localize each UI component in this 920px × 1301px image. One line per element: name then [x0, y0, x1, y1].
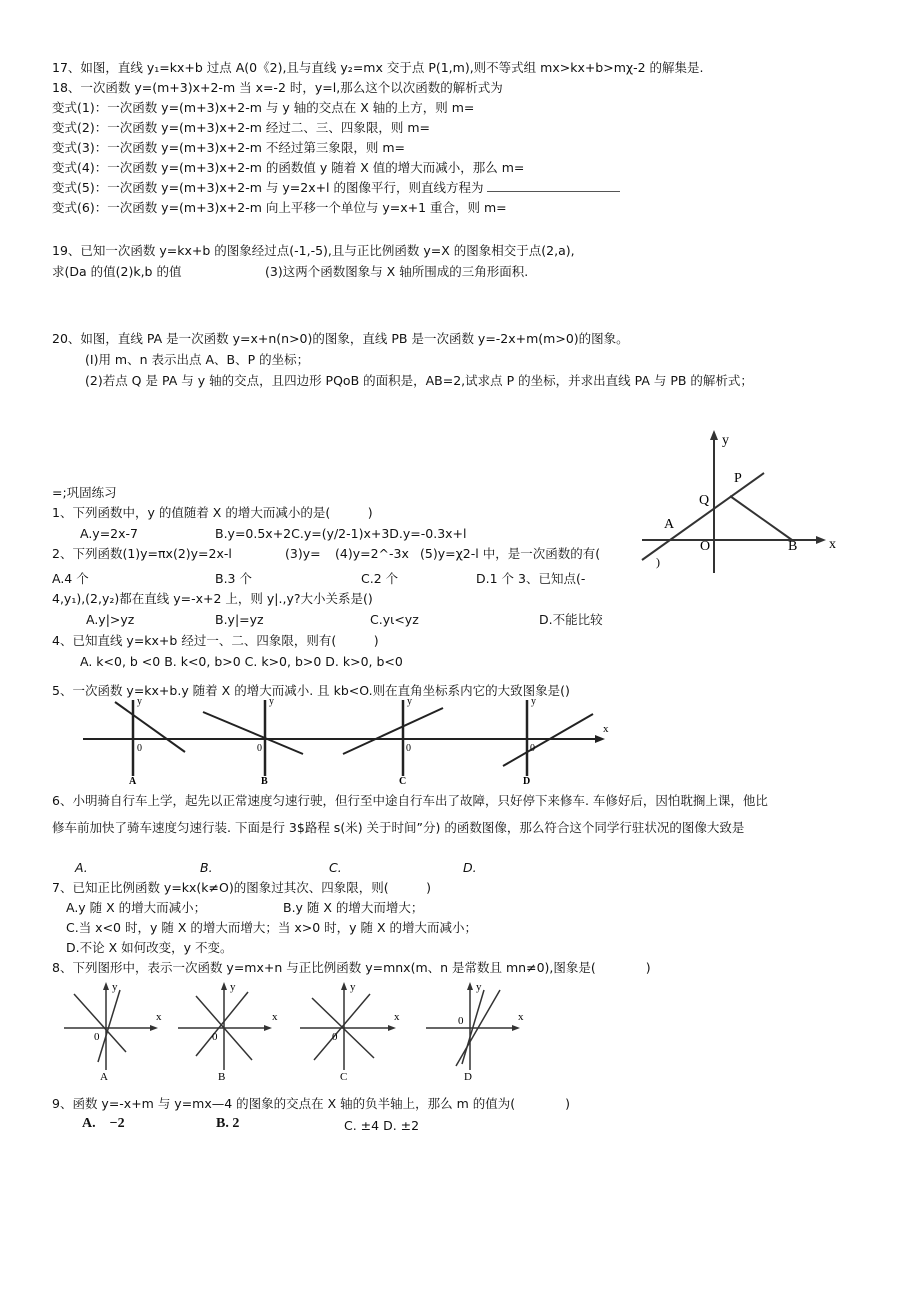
q18-variant-1: 变式(1)：一次函数 y=(m+3)x+2-m 与 y 轴的交点在 X 轴的上方，则 m= [52, 100, 475, 115]
p8-c-label: C [340, 1071, 348, 1083]
p5-graphs [75, 694, 615, 786]
p5-x-arrow [595, 735, 605, 743]
p8-a-x-label: x [156, 1011, 162, 1023]
fig-label-Q: Q [699, 493, 710, 508]
p8-d-label: D [464, 1071, 472, 1083]
p5-a-origin: 0 [137, 743, 142, 754]
p1-option-a: A.y=2x-7 [80, 526, 138, 541]
p8-c-line-2 [314, 994, 370, 1060]
p8-b-y-arrow [221, 982, 227, 990]
p8-d-y-arrow [467, 982, 473, 990]
q18-answer-blank [487, 191, 620, 192]
p6-option-c: C. [329, 860, 342, 875]
p5-stem: 5、一次函数 y=kx+b.y 随着 X 的增大而减小. 且 kb<O.则在直角坐标系内它的大致图象是() [52, 683, 570, 698]
section-title: =;巩固练习 [52, 485, 117, 500]
q18-variant-6: 变式(6)：一次函数 y=(m+3)x+2-m 向上平移一个单位与 y=x+1 重合，则 m= [52, 200, 507, 215]
fig-label-y: y [722, 433, 729, 448]
p2-option-b: B.3 个 [215, 571, 252, 586]
p7-stem: 7、已知正比例函数 y=kx(k≠O)的图象过其次、四象限，则( ) [52, 880, 431, 895]
q18-variant-5: 变式(5)：一次函数 y=(m+3)x+2-m 与 y=2x+l 的图像平行，则直线方程为 [52, 180, 484, 195]
q20-figure [632, 428, 842, 578]
q18-variant-4: 变式(4)：一次函数 y=(m+3)x+2-m 的函数值 y 随着 X 值的增大而减小，那么 m= [52, 160, 525, 175]
q19-line-1: 19、已知一次函数 y=kx+b 的图象经过点(-1,-5),且与正比例函数 y=X 的图象相交于点(2,a), [52, 243, 575, 258]
fig-label-P: P [734, 471, 742, 486]
p6-option-b: B. [200, 860, 213, 875]
p6-line-1: 6、小明骑自行车上学，起先以正常速度匀速行驶，但行至中途自行车出了故障，只好停下来修车. 车修好后，因怕耽搁上课，他比 [52, 793, 768, 808]
fig-label-O: O [700, 539, 711, 554]
fig-label-B: B [788, 539, 798, 554]
p2-option-d: D.1 个 3、已知点(- [476, 571, 586, 586]
p4-stem: 4、已知直线 y=kx+b 经过一、二、四象限，则有( ) [52, 633, 379, 648]
p5-a-label: A [129, 776, 137, 786]
x-axis-arrow [816, 536, 826, 544]
p8-d-origin: 0 [458, 1015, 464, 1027]
p3-option-d: D.不能比较 [539, 612, 603, 627]
p8-a-line-2 [98, 990, 120, 1062]
p2-s3: (3)y= [285, 546, 321, 561]
p8-c-y-label: y [350, 981, 356, 993]
fig-paren: ) [656, 555, 660, 569]
p5-a-line [115, 702, 185, 752]
p9-stem: 9、函数 y=-x+m 与 y=mx—4 的图象的交点在 X 轴的负半轴上，那么 m 的值为( ) [52, 1096, 571, 1111]
p5-d-label: D [523, 776, 531, 786]
p2-s5: (5)y=χ2-l 中，是一次函数的有( [420, 546, 601, 561]
p6-line-2: 修车前加快了骑车速度匀速行装. 下面是行 3$路程 s(米) 关于时间”分) 的函数图像，那么符合这个同学行驻状况的图像大致是 [52, 820, 745, 835]
p8-b-label: B [218, 1071, 226, 1083]
p5-d-y-label: y [531, 696, 536, 707]
p4-options: A. k<0, b <0 B. k<0, b>0 C. k>0, b>0 D. k>0, b<0 [80, 654, 403, 669]
p8-stem: 8、下列图形中，表示一次函数 y=mx+n 与正比例函数 y=mnx(m、n 是常数且 mn≠0),图象是( ) [52, 960, 651, 975]
p5-c-y-label: y [407, 696, 412, 707]
p8-c-x-label: x [394, 1011, 400, 1023]
p7-option-d: D.不论 X 如何改变，y 不变。 [66, 940, 233, 955]
fig-label-A: A [664, 517, 675, 532]
p3-option-b: B.y|=yz [215, 612, 264, 627]
p8-a-line-1 [74, 994, 126, 1052]
p3-stem: 4,y₁),(2,y₂)都在直线 y=-x+2 上，则 y|.,y?大小关系是() [52, 591, 373, 606]
p8-d-line-2 [462, 990, 484, 1064]
p8-d-x-label: x [518, 1011, 524, 1023]
p5-c-label: C [399, 776, 407, 786]
p8-a-y-arrow [103, 982, 109, 990]
p8-d-x-arrow [512, 1025, 520, 1031]
p8-a-x-arrow [150, 1025, 158, 1031]
q18-variant-2: 变式(2)：一次函数 y=(m+3)x+2-m 经过二、三、四象限，则 m= [52, 120, 431, 135]
p1-option-bcd: B.y=0.5x+2C.y=(y/2-1)x+3D.y=-0.3x+l [215, 526, 467, 541]
p9-option-b: B. 2 [216, 1116, 240, 1131]
p8-b-x-arrow [264, 1025, 272, 1031]
p2-option-c: C.2 个 [361, 571, 399, 586]
p5-b-origin: 0 [257, 743, 262, 754]
p8-graphs [60, 980, 560, 1085]
p6-option-d: D. [463, 860, 477, 875]
p5-b-line [203, 712, 303, 754]
q18-title: 18、一次函数 y=(m+3)x+2-m 当 x=-2 时，y=l,那么这个以次函数的解析式为 [52, 80, 503, 95]
p5-c-line [343, 708, 443, 754]
p8-b-origin: 0 [212, 1031, 218, 1043]
p1-stem: 1、下列函数中，y 的值随着 X 的增大而减小的是( ) [52, 505, 373, 520]
y-axis-arrow [710, 430, 718, 440]
fig-label-x: x [829, 537, 836, 552]
p5-d-origin: 0 [530, 743, 535, 754]
p7-option-c: C.当 x<0 时，y 随 X 的增大而增大；当 x>0 时，y 随 X 的增大而减小； [66, 920, 478, 935]
p3-option-a: A.y|>yz [86, 612, 135, 627]
p8-a-label: A [100, 1071, 108, 1083]
q19-line-2b: (3)这两个函数图象与 X 轴所围成的三角形面积. [265, 264, 529, 279]
p8-b-x-label: x [272, 1011, 278, 1023]
p6-option-a: A. [75, 860, 88, 875]
p8-c-x-arrow [388, 1025, 396, 1031]
line-PB [730, 496, 792, 540]
p7-option-a: A.y 随 X 的增大而减小； [66, 900, 207, 915]
p8-a-y-label: y [112, 981, 118, 993]
p5-x-label: x [603, 723, 609, 735]
p5-c-origin: 0 [406, 743, 411, 754]
p8-c-origin: 0 [332, 1031, 338, 1043]
p8-a-origin: 0 [94, 1031, 100, 1043]
p2-option-a: A.4 个 [52, 571, 89, 586]
p8-c-y-arrow [341, 982, 347, 990]
p5-b-y-label: y [269, 696, 274, 707]
p8-d-y-label: y [476, 981, 482, 993]
q19-line-2a: 求(Da 的值(2)k,b 的值 [52, 264, 182, 279]
q18-variant-3: 变式(3)：一次函数 y=(m+3)x+2-m 不经过第三象限，则 m= [52, 140, 406, 155]
p3-option-c: C.yι<yz [370, 612, 419, 627]
p7-option-b: B.y 随 X 的增大而增大； [283, 900, 424, 915]
p2-stem: 2、下列函数(1)y=πx(2)y=2x-l [52, 546, 232, 561]
p2-s4: (4)y=2^-3x [335, 546, 409, 561]
p8-b-y-label: y [230, 981, 236, 993]
p5-b-label: B [261, 776, 268, 786]
q17-text: 17、如图，直线 y₁=kx+b 过点 A(0《2),且与直线 y₂=mx 交于点 P(1,m),则不等式组 mx>kx+b>mχ-2 的解集是. [52, 60, 704, 75]
p5-a-y-label: y [137, 696, 142, 707]
q20-line-1: 20、如图，直线 PA 是一次函数 y=x+n(n>0)的图象，直线 PB 是一次函数 y=-2x+m(m>0)的图象。 [52, 331, 629, 346]
q20-line-2: (I)用 m、n 表示出点 A、B、P 的坐标； [85, 352, 310, 367]
q20-line-3: (2)若点 Q 是 PA 与 y 轴的交点，且四边形 PQoB 的面积是，AB=2,试求点 P 的坐标，并求出直线 PA 与 PB 的解析式； [85, 373, 753, 388]
p9-option-cd: C. ±4 D. ±2 [344, 1118, 420, 1133]
p9-option-a: A. −2 [82, 1116, 125, 1131]
